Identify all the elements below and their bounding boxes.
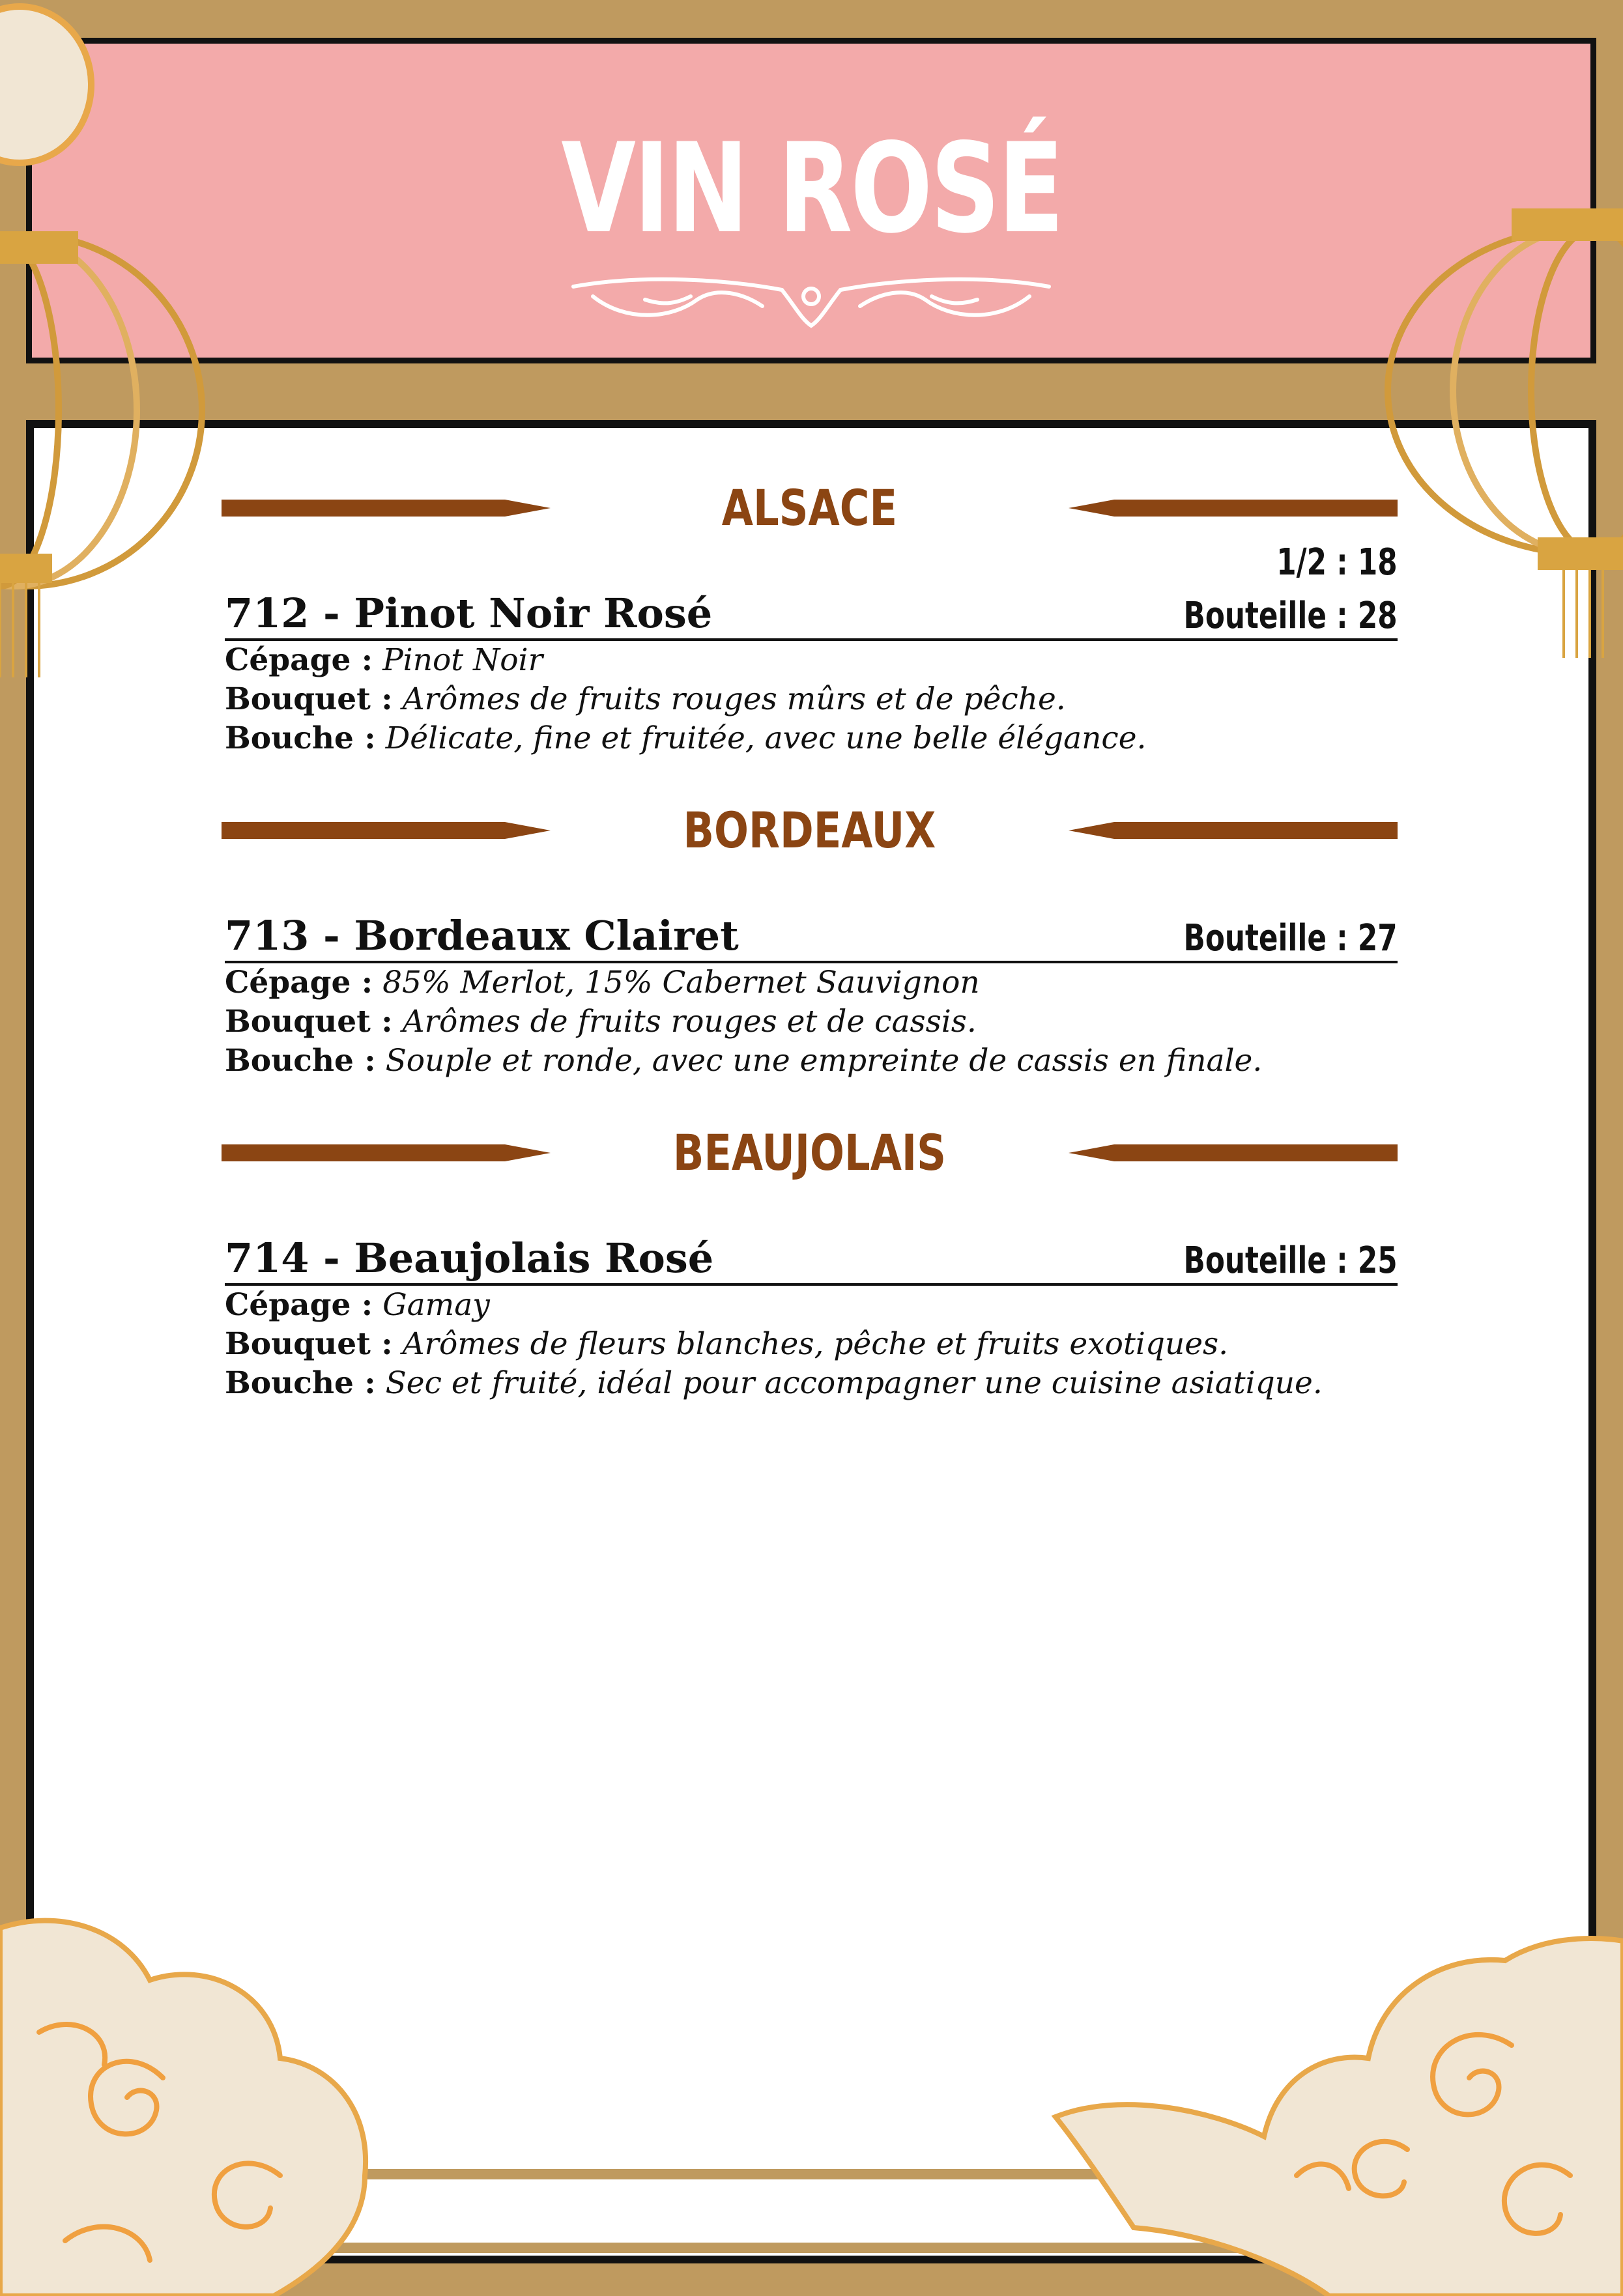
section-header-alsace <box>222 479 1398 537</box>
bouquet-value: Arômes de fruits rouges mûrs et de pêche. <box>402 681 1066 717</box>
bottle-price: Bouteille : 28 <box>1183 595 1398 637</box>
cepage-value: Pinot Noir <box>382 642 543 678</box>
bouquet-line <box>225 1002 1398 1042</box>
wine-title-row <box>225 909 1398 963</box>
bottle-price: Bouteille : 27 <box>1183 917 1398 959</box>
cepage-label: Cépage : <box>225 1287 373 1323</box>
half-bottle-price: 1/2 : 18 <box>1276 541 1398 584</box>
wine-name: 712 - Pinot Noir Rosé <box>225 589 713 637</box>
lantern-right-icon <box>1362 189 1623 684</box>
cloud-right-icon <box>1016 1928 1623 2296</box>
flourish-icon <box>567 261 1056 332</box>
bouche-line <box>225 1042 1398 1081</box>
bouche-line <box>225 1364 1398 1403</box>
bouche-value: Souple et ronde, avec une empreinte de cassis en finale. <box>385 1043 1263 1079</box>
wine-title-row <box>225 1231 1398 1286</box>
bouquet-line <box>225 1325 1398 1364</box>
section-title: BORDEAUX <box>683 801 936 859</box>
wine-entry-713 <box>225 909 1398 1081</box>
bouche-value: Sec et fruité, idéal pour accompagner une cuisine asiatique. <box>385 1365 1323 1401</box>
bottle-price: Bouteille : 25 <box>1183 1240 1398 1282</box>
cepage-value: Gamay <box>382 1287 490 1323</box>
cepage-line <box>225 1286 1398 1325</box>
bouche-value: Délicate, fine et fruitée, avec une belle élégance. <box>385 720 1147 756</box>
page-title: VIN ROSÉ <box>561 117 1062 261</box>
cepage-label: Cépage : <box>225 642 373 678</box>
bouquet-value: Arômes de fruits rouges et de cassis. <box>402 1004 977 1040</box>
bouquet-value: Arômes de fleurs blanches, pêche et fruits exotiques. <box>402 1326 1229 1362</box>
bouche-line <box>225 719 1398 758</box>
bouquet-label: Bouquet : <box>225 681 393 717</box>
wine-name: 714 - Beaujolais Rosé <box>225 1234 714 1282</box>
cepage-value: 85% Merlot, 15% Cabernet Sauvignon <box>382 965 980 1000</box>
cepage-label: Cépage : <box>225 965 373 1000</box>
wine-entry-714 <box>225 1231 1398 1403</box>
section-title: ALSACE <box>721 479 898 537</box>
section-header-beaujolais <box>222 1124 1398 1182</box>
cepage-line <box>225 963 1398 1002</box>
bouche-label: Bouche : <box>225 720 376 756</box>
bouche-label: Bouche : <box>225 1043 376 1079</box>
bouquet-label: Bouquet : <box>225 1004 393 1040</box>
section-title: BEAUJOLAIS <box>672 1124 946 1182</box>
bouche-label: Bouche : <box>225 1365 376 1401</box>
bouquet-line <box>225 680 1398 719</box>
wine-entry-712 <box>225 541 1398 758</box>
bouquet-label: Bouquet : <box>225 1326 393 1362</box>
wine-name: 713 - Bordeaux Clairet <box>225 912 739 959</box>
wine-title-row <box>225 541 1398 641</box>
cloud-left-icon <box>0 1902 404 2296</box>
section-header-bordeaux <box>222 801 1398 860</box>
cepage-line <box>225 641 1398 680</box>
lantern-left-icon <box>0 0 248 703</box>
